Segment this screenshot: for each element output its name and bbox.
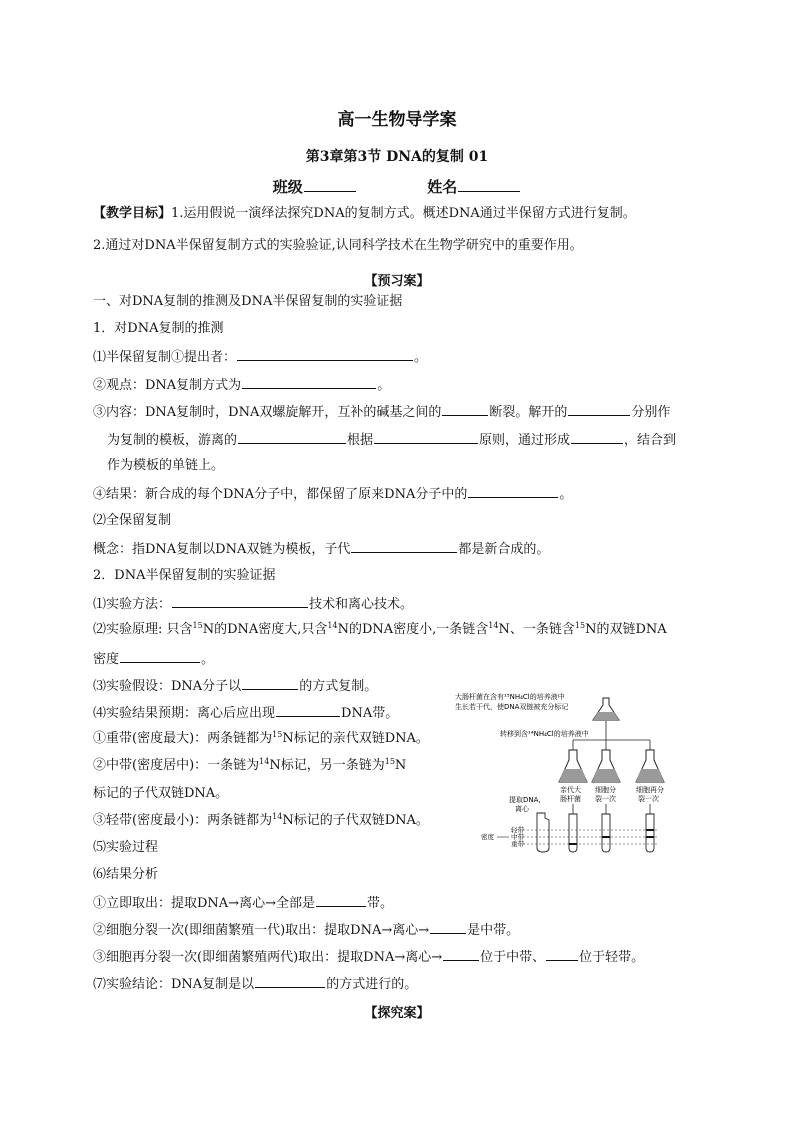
- objective-line-1: 【教学目标】1.运用假说一演绎法探究DNA的复制方式。概述DNA通过半保留方式进行复制。: [93, 206, 636, 221]
- name-label: 姓名: [427, 178, 458, 196]
- transfer-text: 转移到含¹⁴NH₄Cl的培养液中: [500, 730, 589, 738]
- experiment-prediction: ⑷实验结果预期：离心后应出现 DNA带。: [93, 706, 399, 721]
- middle-band-desc: ②中带(密度居中)：一条链为$^{14}$N标记，另一条链为$^{15}$N: [93, 757, 407, 773]
- answer-blank[interactable]: [242, 677, 298, 690]
- experiment-hypothesis: ⑶实验假设：DNA分子以 的方式复制。: [93, 679, 378, 694]
- question-3-end: 作为模板的单链上。: [107, 458, 225, 473]
- class-name-row: [0, 176, 794, 197]
- answer-blank[interactable]: [316, 894, 366, 907]
- answer-blank[interactable]: [238, 431, 346, 444]
- svg-text:提取DNA,: 提取DNA,: [509, 796, 541, 804]
- objectives-tag: 【教学目标】: [93, 206, 172, 221]
- name-field[interactable]: [458, 179, 520, 192]
- heavy-band-desc: ①重带(密度最大)：两条链都为$^{15}$N标记的亲代双链DNA。: [93, 730, 429, 746]
- answer-blank[interactable]: [430, 921, 466, 934]
- diagram-top-text-2: 生长若干代，使DNA双链被充分标记: [455, 703, 569, 711]
- question-2: ②观点：DNA复制方式为 。: [93, 378, 391, 393]
- class-label: 班级: [272, 178, 303, 196]
- tube-parent: [537, 813, 549, 852]
- question-5: ⑵全保留复制: [93, 513, 172, 528]
- experiment-principle-cont: 密度 。: [93, 652, 215, 667]
- answer-blank[interactable]: [443, 948, 479, 961]
- svg-text:亲代大: 亲代大: [560, 786, 581, 794]
- diagram-top-text-1: 大肠杆菌在含有¹⁵NH₄Cl的培养液中: [455, 693, 565, 701]
- question-1: ⑴半保留复制①提出者： 。: [93, 350, 428, 365]
- svg-text:肠杆菌: 肠杆菌: [560, 795, 581, 803]
- question-4: ④结果：新合成的每个DNA分子中，都保留了原来DNA分子中的 。: [93, 487, 573, 502]
- class-field[interactable]: [304, 179, 356, 192]
- question-5-concept: 概念：指DNA复制以DNA双链为模板，子代 都是新合成的。: [93, 542, 550, 557]
- subsection-2-heading: 2．DNA半保留复制的实验证据: [93, 568, 276, 583]
- tube-gen0: [569, 814, 577, 852]
- page-subtitle: 第3章第3节 DNA的复制 01: [305, 149, 489, 165]
- answer-blank[interactable]: [242, 376, 376, 389]
- density-label: 密度: [481, 833, 494, 841]
- answer-blank[interactable]: [468, 485, 558, 498]
- answer-blank[interactable]: [442, 403, 488, 416]
- answer-blank[interactable]: [120, 650, 200, 663]
- light-band-desc: ③轻带(密度最小)：两条链都为$^{14}$N标记的子代双链DNA。: [93, 812, 429, 828]
- svg-text:细胞再分: 细胞再分: [636, 786, 664, 794]
- answer-blank[interactable]: [237, 348, 413, 361]
- subsection-1-heading: 1．对DNA复制的推测: [93, 321, 224, 336]
- experiment-conclusion: ⑺实验结论：DNA复制是以 的方式进行的。: [93, 977, 418, 992]
- result-2: ②细胞分裂一次(即细菌繁殖一代)取出：提取DNA→离心→ 是中带。: [93, 923, 520, 938]
- page-title: 高一生物导学案: [337, 110, 457, 130]
- flask-generation-2: [636, 750, 664, 782]
- answer-blank[interactable]: [255, 975, 325, 988]
- preview-heading: 【预习案】: [364, 274, 430, 289]
- band-heavy-label: 重带: [511, 840, 524, 848]
- flask-generation-1: [592, 750, 620, 782]
- result-analysis: ⑹结果分析: [93, 867, 159, 882]
- question-3-cont: 为复制的模板，游离的 根据 原则，通过形成 ，结合到: [107, 433, 677, 448]
- band-middle-label: 中带: [511, 833, 524, 841]
- result-3: ③细胞再分裂一次(即细菌繁殖两代)取出：提取DNA→离心→ 位于中带、 位于轻带。: [93, 950, 645, 965]
- answer-blank[interactable]: [374, 431, 478, 444]
- experiment-method: ⑴实验方法： 技术和离心技术。: [93, 597, 414, 612]
- answer-blank[interactable]: [351, 540, 457, 553]
- section-1-heading: 一、对DNA复制的推测及DNA半保留复制的实验证据: [93, 294, 403, 309]
- svg-text:离心: 离心: [515, 805, 529, 813]
- objective-line-2: 2.通过对DNA半保留复制方式的实验验证,认同科学技术在生物学研究中的重要作用。: [93, 238, 583, 253]
- answer-blank[interactable]: [568, 403, 630, 416]
- dna-replication-diagram: [453, 690, 675, 855]
- middle-band-desc-cont: 标记的子代双链DNA。: [93, 786, 229, 801]
- question-3: ③内容：DNA复制时，DNA双螺旋解开，互补的碱基之间的 断裂。解开的 分别作: [93, 405, 671, 420]
- parent-culture-flask: [593, 698, 619, 720]
- answer-blank[interactable]: [172, 595, 308, 608]
- svg-text:裂一次: 裂一次: [638, 795, 659, 803]
- answer-blank[interactable]: [571, 431, 623, 444]
- experiment-principle: ⑵实验原理: 只含$^{15}$N的DNA密度大,只含$^{14}$N的DNA密度小,一条链含$^{14}$N、一条链含$^{15}$N的双链DNA: [93, 621, 667, 637]
- svg-text:细胞分: 细胞分: [595, 786, 616, 794]
- tube-gen2: [646, 814, 654, 852]
- experiment-process: ⑸实验过程: [93, 840, 159, 855]
- band-light-label: 轻带: [511, 826, 524, 834]
- flask-generation-0: [559, 750, 587, 782]
- explore-heading: 【探究案】: [364, 1006, 430, 1021]
- result-1: ①立即取出：提取DNA→离心→全部是 带。: [93, 896, 393, 911]
- answer-blank[interactable]: [546, 948, 578, 961]
- answer-blank[interactable]: [276, 704, 340, 717]
- tube-gen1: [602, 814, 610, 852]
- svg-text:裂一次: 裂一次: [595, 795, 616, 803]
